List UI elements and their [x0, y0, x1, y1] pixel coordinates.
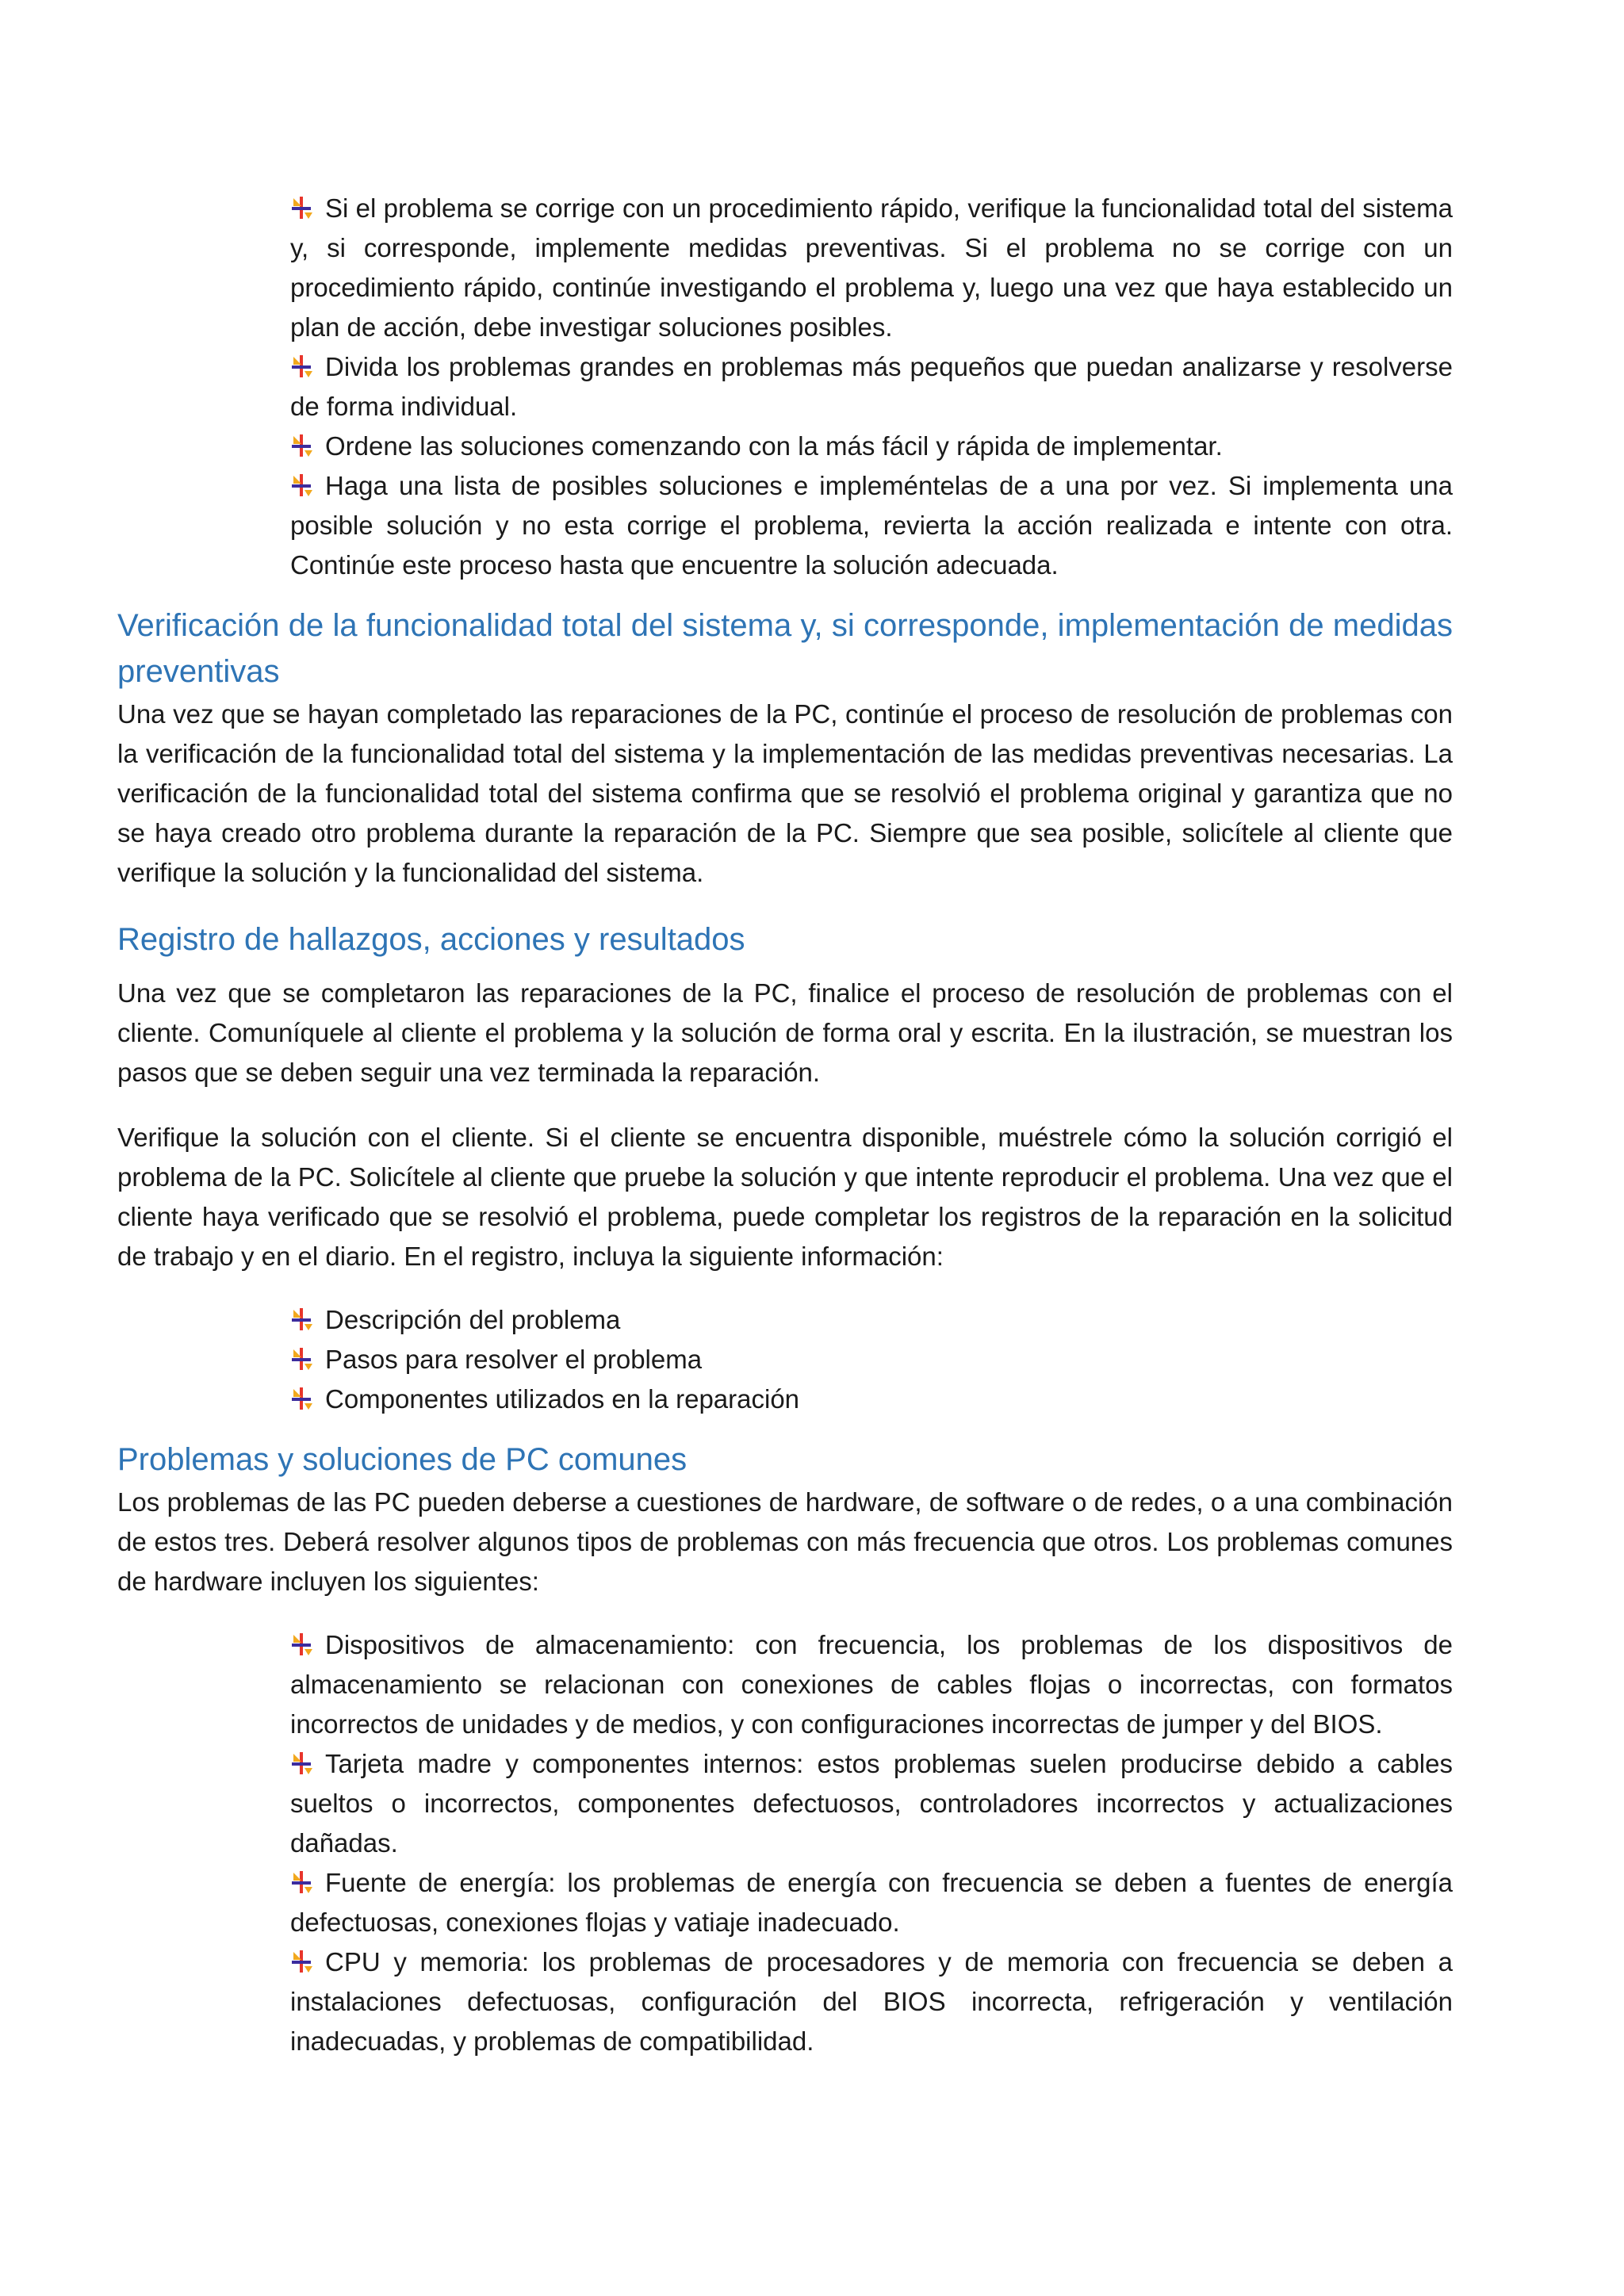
common-problems-paragraph: Los problemas de las PC pueden deberse a cuestiones de hardware, de software o de redes, o a una combinación de estos tres. Deberá resolver algunos tipos de problemas con más frecuencia que otros. Los problemas comunes de hardware incluyen los siguientes: — [117, 1487, 1453, 1596]
list-item — [290, 1863, 1453, 1942]
intro-bullet-list — [117, 189, 1453, 585]
arrow-plus-bullet-icon — [290, 1949, 314, 1974]
list-item-text: Ordene las soluciones comenzando con la más fácil y rápida de implementar. — [325, 431, 1223, 461]
list-item — [290, 1380, 1453, 1419]
list-item-text: CPU y memoria: los problemas de procesadores y de memoria con frecuencia se deben a instalaciones defectuosas, configuración del BIOS incorrecta, refrigeración y ventilación inadecuadas, y problemas de compatibilidad. — [290, 1947, 1453, 2056]
list-item — [290, 466, 1453, 585]
records-paragraph-1: Una vez que se completaron las reparaciones de la PC, finalice el proceso de resolución de problemas con el cliente. Comuníquele al cliente el problema y la solución de forma oral y escrita. En la ilustración, se muestran los pasos que se deben seguir una vez terminada la reparación. — [117, 978, 1453, 1087]
arrow-plus-bullet-icon — [290, 473, 314, 498]
document-page — [117, 189, 1453, 2061]
arrow-plus-bullet-icon — [290, 1632, 314, 1657]
common-problems-bullet-list — [117, 1625, 1453, 2061]
section-heading-common-problems: Problemas y soluciones de PC comunes — [117, 1442, 688, 1477]
list-item — [290, 427, 1453, 466]
list-item-text: Divida los problemas grandes en problemas más pequeños que puedan analizarse y resolverse de forma individual. — [290, 352, 1453, 421]
list-item-text: Si el problema se corrige con un procedimiento rápido, verifique la funcionalidad total del sistema y, si corresponde, implemente medidas preventivas. Si el problema no se corrige con un procedimiento rápido, continúe investigando el problema y, luego una vez que haya establecido un plan de acción, debe investigar soluciones posibles. — [290, 193, 1453, 342]
arrow-plus-bullet-icon — [290, 354, 314, 379]
arrow-plus-bullet-icon — [290, 1869, 314, 1895]
section-heading-records: Registro de hallazgos, acciones y resultados — [117, 922, 745, 957]
arrow-plus-bullet-icon — [290, 195, 314, 220]
list-item-text: Pasos para resolver el problema — [325, 1345, 703, 1374]
arrow-plus-bullet-icon — [290, 1751, 314, 1776]
list-item — [290, 1340, 1453, 1380]
list-item-text: Tarjeta madre y componentes internos: estos problemas suelen producirse debido a cables sueltos o incorrectos, componentes defectuosos, controladores incorrectos y actualizaciones dañadas. — [290, 1749, 1453, 1858]
verification-paragraph: Una vez que se hayan completado las reparaciones de la PC, continúe el proceso de resolución de problemas con la verificación de la funcionalidad total del sistema y la implementación de las medidas preventivas necesarias. La verificación de la funcionalidad total del sistema confirma que se resolvió el problema original y garantiza que no se haya creado otro problema durante la reparación de la PC. Siempre que sea posible, solicítele al cliente que verifique la solución y la funcionalidad del sistema. — [117, 699, 1453, 887]
arrow-plus-bullet-icon — [290, 433, 314, 458]
arrow-plus-bullet-icon — [290, 1307, 314, 1332]
list-item — [290, 189, 1453, 347]
list-item-text: Haga una lista de posibles soluciones e impleméntelas de a una por vez. Si implementa una posible solución y no esta corrige el problema, revierta la acción realizada e intente con otra. Continúe este proceso hasta que encuentre la solución adecuada. — [290, 471, 1453, 580]
arrow-plus-bullet-icon — [290, 1386, 314, 1411]
arrow-plus-bullet-icon — [290, 1346, 314, 1372]
list-item — [290, 1942, 1453, 2061]
list-item-text: Descripción del problema — [325, 1305, 621, 1334]
list-item — [290, 1300, 1453, 1340]
list-item — [290, 1625, 1453, 1744]
section-heading-verification: Verificación de la funcionalidad total del sistema y, si corresponde, implementación de medidas preventivas — [117, 608, 1453, 689]
list-item-text: Fuente de energía: los problemas de energía con frecuencia se deben a fuentes de energía defectuosas, conexiones flojas y vatiaje inadecuado. — [290, 1868, 1453, 1937]
list-item-text: Dispositivos de almacenamiento: con frecuencia, los problemas de los dispositivos de almacenamiento se relacionan con conexiones de cables flojas o incorrectas, con formatos incorrectos de unidades y de medios, y con configuraciones incorrectas de jumper y del BIOS. — [290, 1630, 1453, 1739]
list-item — [290, 347, 1453, 427]
records-bullet-list — [117, 1300, 1453, 1419]
records-paragraph-2: Verifique la solución con el cliente. Si el cliente se encuentra disponible, muéstrele cómo la solución corrigió el problema de la PC. Solicítele al cliente que pruebe la solución y que intente reproducir el problema. Una vez que el cliente haya verificado que se resolvió el problema, puede completar los registros de la reparación en la solicitud de trabajo y en el diario. En el registro, incluya la siguiente información: — [117, 1123, 1453, 1271]
list-item-text: Componentes utilizados en la reparación — [325, 1384, 800, 1414]
list-item — [290, 1744, 1453, 1863]
